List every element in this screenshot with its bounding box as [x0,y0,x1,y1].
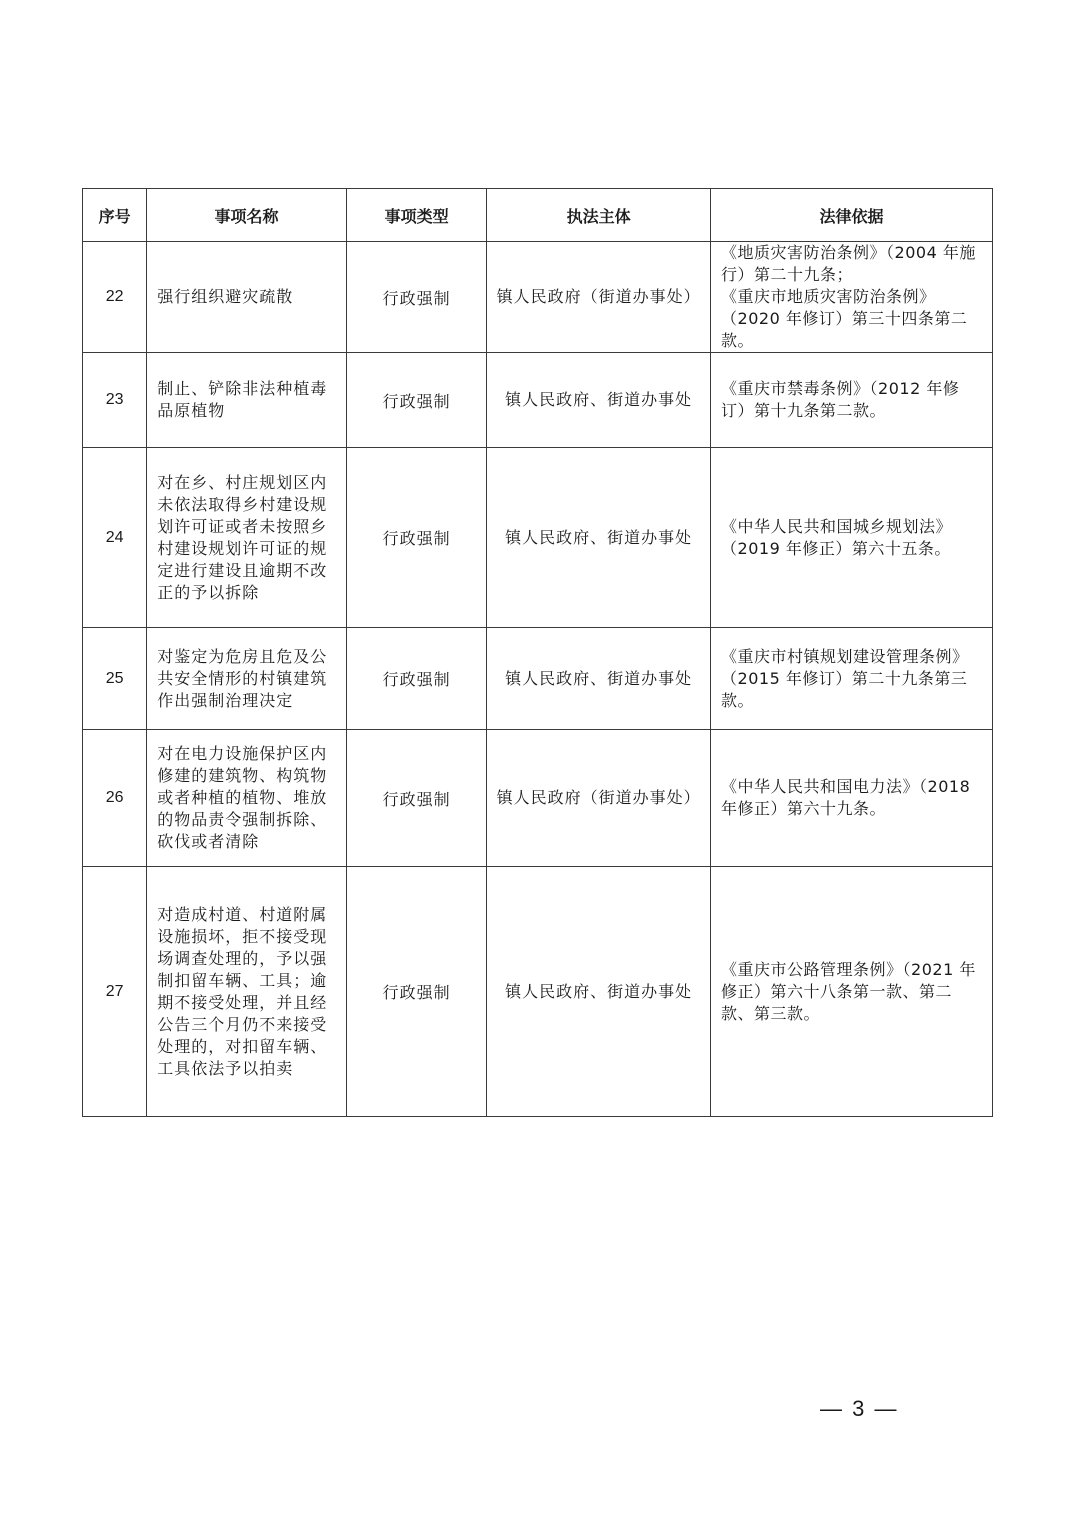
row-enforcement-body: 镇人民政府、街道办事处 [487,867,711,1117]
table-row [83,730,993,867]
header-item-type: 事项类型 [346,189,486,242]
row-legal-basis [711,448,993,628]
row-item-type: 行政强制 [346,242,486,353]
row-legal-basis [711,353,993,448]
page-number: — 3 — [820,1396,899,1421]
row-enforcement-body: 镇人民政府（街道办事处） [487,730,711,867]
row-item-type: 行政强制 [346,730,486,867]
header-serial-number: 序号 [83,189,147,242]
row-legal-basis [711,242,993,353]
table-header-row [83,189,993,242]
header-item-name: 事项名称 [147,189,347,242]
enforcement-items-table [82,188,993,1117]
row-item-type: 行政强制 [346,867,486,1117]
table-row [83,448,993,628]
table-row [83,628,993,730]
row-serial-number: 25 [83,628,147,730]
row-item-name: 对在电力设施保护区内修建的建筑物、构筑物或者种植的植物、堆放的物品责令强制拆除、砍伐或者清除 [147,730,347,867]
header-enforcement-body: 执法主体 [487,189,711,242]
row-serial-number: 27 [83,867,147,1117]
legal-basis-line: 《地质灾害防治条例》（2004 年施行）第二十九条； [721,243,976,284]
row-item-name: 强行组织避灾疏散 [147,242,347,353]
table-row [83,353,993,448]
row-item-name: 对造成村道、村道附属设施损坏，拒不接受现场调查处理的，予以强制扣留车辆、工具；逾期不接受处理，并且经公告三个月仍不来接受处理的，对扣留车辆、工具依法予以拍卖 [147,867,347,1117]
row-item-name: 制止、铲除非法种植毒品原植物 [147,353,347,448]
legal-basis-line: 《中华人民共和国城乡规划法》（2019 年修正）第六十五条。 [721,516,953,558]
row-item-name: 对鉴定为危房且危及公共安全情形的村镇建筑作出强制治理决定 [147,628,347,730]
row-enforcement-body: 镇人民政府、街道办事处 [487,628,711,730]
row-item-type: 行政强制 [346,628,486,730]
row-serial-number: 26 [83,730,147,867]
legal-basis-line: 《重庆市村镇规划建设管理条例》（2015 年修订）第二十九条第三款。 [721,646,969,710]
row-enforcement-body: 镇人民政府（街道办事处） [487,242,711,353]
legal-basis-line: 《重庆市公路管理条例》（2021 年修正）第六十八条第一款、第二款、第三款。 [721,959,976,1023]
legal-basis-line: 《重庆市地质灾害防治条例》（2020 年修订）第三十四条第二款。 [721,287,968,350]
row-enforcement-body: 镇人民政府、街道办事处 [487,448,711,628]
header-legal-basis: 法律依据 [711,189,993,242]
row-legal-basis [711,628,993,730]
table-row [83,867,993,1117]
row-item-type: 行政强制 [346,448,486,628]
table-row [83,242,993,353]
legal-basis-line: 《重庆市禁毒条例》（2012 年修订）第十九条第二款。 [721,379,960,420]
row-enforcement-body: 镇人民政府、街道办事处 [487,353,711,448]
row-legal-basis [711,867,993,1117]
row-serial-number: 24 [83,448,147,628]
row-legal-basis [711,730,993,867]
row-serial-number: 22 [83,242,147,353]
row-serial-number: 23 [83,353,147,448]
row-item-type: 行政强制 [346,353,486,448]
legal-basis-line: 《中华人民共和国电力法》（2018 年修正）第六十九条。 [721,777,971,818]
row-item-name: 对在乡、村庄规划区内未依法取得乡村建设规划许可证或者未按照乡村建设规划许可证的规定进行建设且逾期不改正的予以拆除 [147,448,347,628]
